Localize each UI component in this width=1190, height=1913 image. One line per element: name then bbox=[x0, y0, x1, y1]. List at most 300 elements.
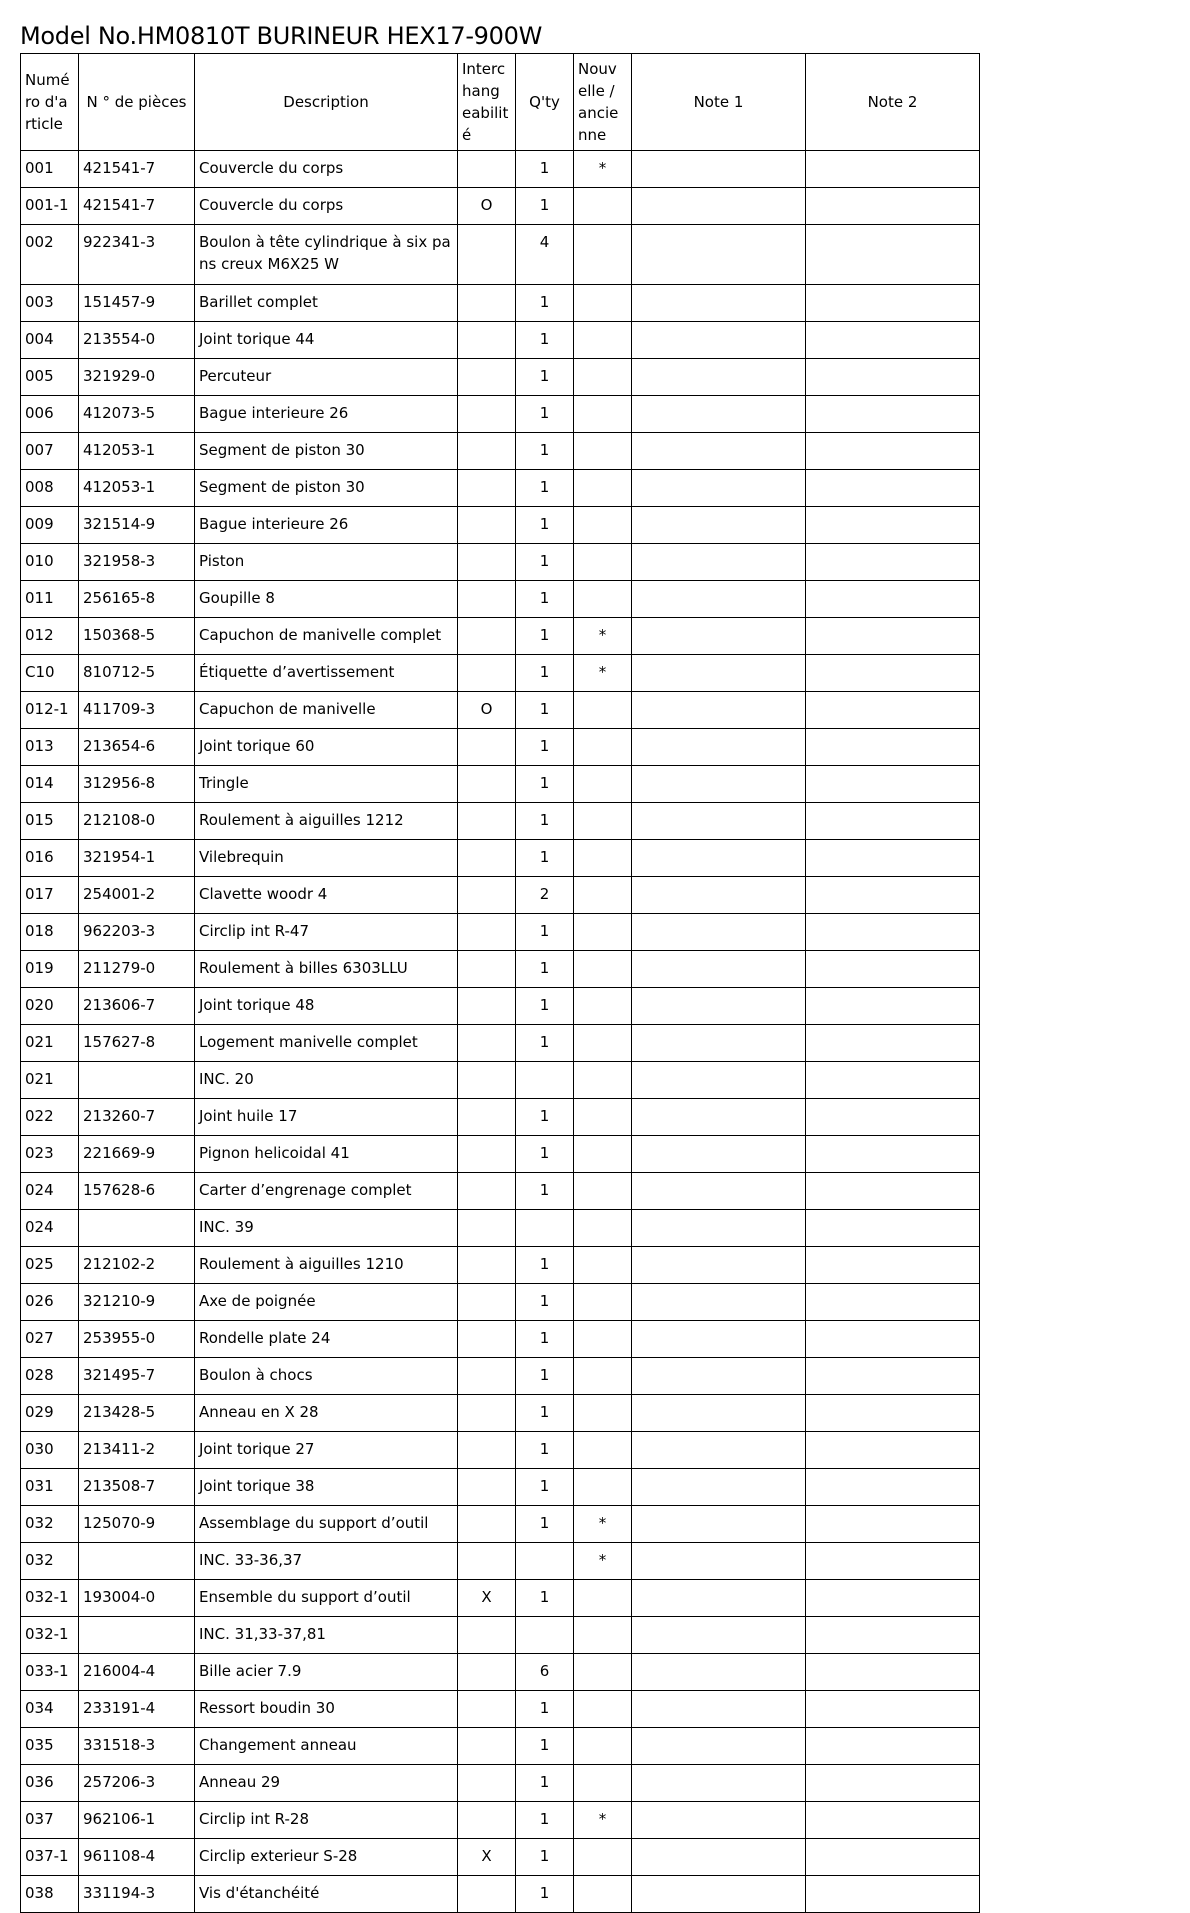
part-number-cell: 810712-5 bbox=[79, 655, 195, 692]
description-cell: Segment de piston 30 bbox=[195, 433, 458, 470]
note-1-cell bbox=[632, 655, 806, 692]
new-old-cell bbox=[574, 877, 632, 914]
new-old-cell bbox=[574, 1321, 632, 1358]
table-row bbox=[21, 1765, 980, 1802]
note-2-cell bbox=[806, 285, 980, 322]
note-1-cell bbox=[632, 729, 806, 766]
interchangeability-cell bbox=[458, 1654, 516, 1691]
quantity-cell: 1 bbox=[516, 151, 574, 188]
description-cell: Goupille 8 bbox=[195, 581, 458, 618]
note-2-cell bbox=[806, 1173, 980, 1210]
note-1-cell bbox=[632, 1136, 806, 1173]
new-old-cell bbox=[574, 1358, 632, 1395]
part-number-cell: 412053-1 bbox=[79, 470, 195, 507]
interchangeability-cell bbox=[458, 322, 516, 359]
quantity-cell: 1 bbox=[516, 1173, 574, 1210]
table-row bbox=[21, 359, 980, 396]
note-2-cell bbox=[806, 1395, 980, 1432]
note-1-cell bbox=[632, 359, 806, 396]
description-cell: Bague interieure 26 bbox=[195, 507, 458, 544]
new-old-cell bbox=[574, 396, 632, 433]
table-row bbox=[21, 581, 980, 618]
item-number-cell: 009 bbox=[21, 507, 79, 544]
item-number-cell: 001-1 bbox=[21, 188, 79, 225]
note-2-cell bbox=[806, 951, 980, 988]
item-number-cell: 003 bbox=[21, 285, 79, 322]
note-2-cell bbox=[806, 507, 980, 544]
note-2-cell bbox=[806, 1617, 980, 1654]
interchangeability-cell bbox=[458, 655, 516, 692]
description-cell: Piston bbox=[195, 544, 458, 581]
note-1-cell bbox=[632, 1210, 806, 1247]
new-old-cell bbox=[574, 1765, 632, 1802]
item-number-cell: 032-1 bbox=[21, 1580, 79, 1617]
note-2-cell bbox=[806, 1321, 980, 1358]
item-number-cell: 018 bbox=[21, 914, 79, 951]
note-2-cell bbox=[806, 766, 980, 803]
part-number-cell: 216004-4 bbox=[79, 1654, 195, 1691]
part-number-cell: 157627-8 bbox=[79, 1025, 195, 1062]
note-1-cell bbox=[632, 1284, 806, 1321]
item-number-cell: 006 bbox=[21, 396, 79, 433]
quantity-cell: 1 bbox=[516, 914, 574, 951]
new-old-cell bbox=[574, 729, 632, 766]
description-cell: Boulon à chocs bbox=[195, 1358, 458, 1395]
new-old-cell bbox=[574, 1876, 632, 1913]
interchangeability-cell bbox=[458, 359, 516, 396]
table-row bbox=[21, 151, 980, 188]
quantity-cell: 1 bbox=[516, 1432, 574, 1469]
note-1-cell bbox=[632, 1876, 806, 1913]
part-number-cell: 213606-7 bbox=[79, 988, 195, 1025]
table-row bbox=[21, 1543, 980, 1580]
note-1-cell bbox=[632, 1321, 806, 1358]
part-number-cell: 213411-2 bbox=[79, 1432, 195, 1469]
part-number-cell: 421541-7 bbox=[79, 151, 195, 188]
quantity-cell: 1 bbox=[516, 618, 574, 655]
note-1-cell bbox=[632, 1506, 806, 1543]
note-1-cell bbox=[632, 1654, 806, 1691]
interchangeability-cell bbox=[458, 1395, 516, 1432]
part-number-cell: 193004-0 bbox=[79, 1580, 195, 1617]
interchangeability-cell bbox=[458, 840, 516, 877]
item-number-cell: 002 bbox=[21, 225, 79, 285]
table-row bbox=[21, 840, 980, 877]
table-row bbox=[21, 544, 980, 581]
description-cell: Vilebrequin bbox=[195, 840, 458, 877]
item-number-cell: 028 bbox=[21, 1358, 79, 1395]
note-2-cell bbox=[806, 470, 980, 507]
quantity-cell: 1 bbox=[516, 988, 574, 1025]
item-number-cell: 034 bbox=[21, 1691, 79, 1728]
quantity-cell: 1 bbox=[516, 1395, 574, 1432]
note-2-cell bbox=[806, 1025, 980, 1062]
interchangeability-cell: O bbox=[458, 188, 516, 225]
description-cell: Segment de piston 30 bbox=[195, 470, 458, 507]
new-old-cell bbox=[574, 1691, 632, 1728]
part-number-cell: 256165-8 bbox=[79, 581, 195, 618]
quantity-cell: 2 bbox=[516, 877, 574, 914]
note-1-cell bbox=[632, 1432, 806, 1469]
new-old-cell: * bbox=[574, 1543, 632, 1580]
description-cell: Ressort boudin 30 bbox=[195, 1691, 458, 1728]
interchangeability-cell bbox=[458, 225, 516, 285]
new-old-cell bbox=[574, 1025, 632, 1062]
part-number-cell: 221669-9 bbox=[79, 1136, 195, 1173]
table-row bbox=[21, 692, 980, 729]
header-interchangeability: Interc hang eabilit é bbox=[458, 54, 516, 151]
interchangeability-cell bbox=[458, 729, 516, 766]
description-cell: Circlip int R-47 bbox=[195, 914, 458, 951]
quantity-cell: 1 bbox=[516, 581, 574, 618]
new-old-cell bbox=[574, 433, 632, 470]
item-number-cell: 026 bbox=[21, 1284, 79, 1321]
item-number-cell: 024 bbox=[21, 1173, 79, 1210]
part-number-cell: 151457-9 bbox=[79, 285, 195, 322]
interchangeability-cell bbox=[458, 1543, 516, 1580]
item-number-cell: 014 bbox=[21, 766, 79, 803]
note-1-cell bbox=[632, 914, 806, 951]
table-row bbox=[21, 1247, 980, 1284]
quantity-cell: 1 bbox=[516, 655, 574, 692]
quantity-cell: 1 bbox=[516, 803, 574, 840]
item-number-cell: 021 bbox=[21, 1062, 79, 1099]
note-2-cell bbox=[806, 225, 980, 285]
item-number-cell: C10 bbox=[21, 655, 79, 692]
note-2-cell bbox=[806, 988, 980, 1025]
part-number-cell: 961108-4 bbox=[79, 1839, 195, 1876]
table-row bbox=[21, 1654, 980, 1691]
description-cell: Joint torique 38 bbox=[195, 1469, 458, 1506]
description-cell: Bague interieure 26 bbox=[195, 396, 458, 433]
table-row bbox=[21, 729, 980, 766]
item-number-cell: 019 bbox=[21, 951, 79, 988]
part-number-cell: 321210-9 bbox=[79, 1284, 195, 1321]
new-old-cell bbox=[574, 1839, 632, 1876]
table-row bbox=[21, 1580, 980, 1617]
note-2-cell bbox=[806, 1691, 980, 1728]
note-2-cell bbox=[806, 1728, 980, 1765]
interchangeability-cell bbox=[458, 1358, 516, 1395]
item-number-cell: 038 bbox=[21, 1876, 79, 1913]
quantity-cell: 1 bbox=[516, 1728, 574, 1765]
table-row bbox=[21, 1284, 980, 1321]
table-row bbox=[21, 1358, 980, 1395]
table-row bbox=[21, 1728, 980, 1765]
interchangeability-cell bbox=[458, 1432, 516, 1469]
description-cell: Changement anneau bbox=[195, 1728, 458, 1765]
new-old-cell bbox=[574, 951, 632, 988]
description-cell: Joint huile 17 bbox=[195, 1099, 458, 1136]
table-row bbox=[21, 1062, 980, 1099]
part-number-cell bbox=[79, 1543, 195, 1580]
interchangeability-cell: O bbox=[458, 692, 516, 729]
part-number-cell bbox=[79, 1210, 195, 1247]
description-cell: INC. 33-36,37 bbox=[195, 1543, 458, 1580]
item-number-cell: 010 bbox=[21, 544, 79, 581]
quantity-cell: 1 bbox=[516, 359, 574, 396]
quantity-cell: 1 bbox=[516, 1876, 574, 1913]
note-2-cell bbox=[806, 581, 980, 618]
note-2-cell bbox=[806, 1247, 980, 1284]
part-number-cell: 213554-0 bbox=[79, 322, 195, 359]
new-old-cell: * bbox=[574, 1802, 632, 1839]
table-row bbox=[21, 1321, 980, 1358]
quantity-cell: 4 bbox=[516, 225, 574, 285]
note-2-cell bbox=[806, 1358, 980, 1395]
interchangeability-cell bbox=[458, 1469, 516, 1506]
item-number-cell: 008 bbox=[21, 470, 79, 507]
quantity-cell: 1 bbox=[516, 322, 574, 359]
part-number-cell: 233191-4 bbox=[79, 1691, 195, 1728]
note-2-cell bbox=[806, 729, 980, 766]
table-row bbox=[21, 1469, 980, 1506]
interchangeability-cell bbox=[458, 951, 516, 988]
part-number-cell: 412073-5 bbox=[79, 396, 195, 433]
note-1-cell bbox=[632, 1469, 806, 1506]
header-description: Description bbox=[195, 54, 458, 151]
description-cell: Boulon à tête cylindrique à six pans creux M6X25 W bbox=[195, 225, 458, 285]
note-2-cell bbox=[806, 359, 980, 396]
quantity-cell: 1 bbox=[516, 1025, 574, 1062]
item-number-cell: 005 bbox=[21, 359, 79, 396]
new-old-cell bbox=[574, 1173, 632, 1210]
header-quantity: Q'ty bbox=[516, 54, 574, 151]
description-cell: INC. 31,33-37,81 bbox=[195, 1617, 458, 1654]
note-2-cell bbox=[806, 692, 980, 729]
interchangeability-cell bbox=[458, 433, 516, 470]
note-1-cell bbox=[632, 1580, 806, 1617]
quantity-cell: 1 bbox=[516, 396, 574, 433]
table-row bbox=[21, 507, 980, 544]
interchangeability-cell bbox=[458, 581, 516, 618]
new-old-cell bbox=[574, 188, 632, 225]
description-cell: Roulement à aiguilles 1210 bbox=[195, 1247, 458, 1284]
note-1-cell bbox=[632, 1543, 806, 1580]
note-2-cell bbox=[806, 1469, 980, 1506]
quantity-cell bbox=[516, 1062, 574, 1099]
quantity-cell bbox=[516, 1210, 574, 1247]
interchangeability-cell bbox=[458, 1247, 516, 1284]
interchangeability-cell bbox=[458, 988, 516, 1025]
table-row bbox=[21, 322, 980, 359]
part-number-cell: 213508-7 bbox=[79, 1469, 195, 1506]
note-2-cell bbox=[806, 1839, 980, 1876]
note-1-cell bbox=[632, 692, 806, 729]
table-row bbox=[21, 188, 980, 225]
interchangeability-cell bbox=[458, 396, 516, 433]
part-number-cell: 212102-2 bbox=[79, 1247, 195, 1284]
header-row bbox=[21, 54, 980, 151]
item-number-cell: 031 bbox=[21, 1469, 79, 1506]
note-1-cell bbox=[632, 951, 806, 988]
note-2-cell bbox=[806, 1543, 980, 1580]
note-1-cell bbox=[632, 1247, 806, 1284]
table-row bbox=[21, 470, 980, 507]
table-row bbox=[21, 396, 980, 433]
item-number-cell: 017 bbox=[21, 877, 79, 914]
table-row bbox=[21, 1876, 980, 1913]
table-row bbox=[21, 1432, 980, 1469]
new-old-cell bbox=[574, 840, 632, 877]
quantity-cell: 1 bbox=[516, 285, 574, 322]
quantity-cell: 1 bbox=[516, 1358, 574, 1395]
new-old-cell bbox=[574, 1432, 632, 1469]
new-old-cell bbox=[574, 544, 632, 581]
new-old-cell bbox=[574, 1728, 632, 1765]
part-number-cell: 253955-0 bbox=[79, 1321, 195, 1358]
note-2-cell bbox=[806, 433, 980, 470]
description-cell: Étiquette d’avertissement bbox=[195, 655, 458, 692]
part-number-cell: 211279-0 bbox=[79, 951, 195, 988]
quantity-cell: 1 bbox=[516, 1691, 574, 1728]
note-1-cell bbox=[632, 1765, 806, 1802]
new-old-cell: * bbox=[574, 151, 632, 188]
part-number-cell: 321495-7 bbox=[79, 1358, 195, 1395]
note-1-cell bbox=[632, 1691, 806, 1728]
note-2-cell bbox=[806, 655, 980, 692]
description-cell: Bille acier 7.9 bbox=[195, 1654, 458, 1691]
new-old-cell bbox=[574, 1099, 632, 1136]
table-row bbox=[21, 655, 980, 692]
part-number-cell: 321514-9 bbox=[79, 507, 195, 544]
description-cell: Couvercle du corps bbox=[195, 188, 458, 225]
note-1-cell bbox=[632, 1358, 806, 1395]
table-row bbox=[21, 225, 980, 285]
parts-table bbox=[20, 53, 980, 1913]
page-title: Model No.HM0810T BURINEUR HEX17-900W bbox=[20, 22, 543, 50]
parts-table-body bbox=[21, 151, 980, 1913]
new-old-cell bbox=[574, 1469, 632, 1506]
item-number-cell: 032 bbox=[21, 1543, 79, 1580]
interchangeability-cell bbox=[458, 1876, 516, 1913]
item-number-cell: 024 bbox=[21, 1210, 79, 1247]
interchangeability-cell bbox=[458, 1691, 516, 1728]
item-number-cell: 033-1 bbox=[21, 1654, 79, 1691]
interchangeability-cell bbox=[458, 470, 516, 507]
new-old-cell bbox=[574, 1247, 632, 1284]
quantity-cell: 1 bbox=[516, 840, 574, 877]
note-2-cell bbox=[806, 840, 980, 877]
table-row bbox=[21, 803, 980, 840]
part-number-cell: 962203-3 bbox=[79, 914, 195, 951]
note-1-cell bbox=[632, 988, 806, 1025]
new-old-cell bbox=[574, 766, 632, 803]
item-number-cell: 032-1 bbox=[21, 1617, 79, 1654]
interchangeability-cell bbox=[458, 1617, 516, 1654]
item-number-cell: 013 bbox=[21, 729, 79, 766]
note-2-cell bbox=[806, 1210, 980, 1247]
note-1-cell bbox=[632, 188, 806, 225]
interchangeability-cell bbox=[458, 1802, 516, 1839]
note-2-cell bbox=[806, 1802, 980, 1839]
description-cell: Ensemble du support d’outil bbox=[195, 1580, 458, 1617]
quantity-cell: 1 bbox=[516, 951, 574, 988]
description-cell: Circlip exterieur S-28 bbox=[195, 1839, 458, 1876]
note-2-cell bbox=[806, 188, 980, 225]
item-number-cell: 032 bbox=[21, 1506, 79, 1543]
note-1-cell bbox=[632, 766, 806, 803]
header-new-old: Nouv elle / ancie nne bbox=[574, 54, 632, 151]
part-number-cell: 321954-1 bbox=[79, 840, 195, 877]
item-number-cell: 011 bbox=[21, 581, 79, 618]
note-2-cell bbox=[806, 914, 980, 951]
item-number-cell: 037-1 bbox=[21, 1839, 79, 1876]
part-number-cell: 962106-1 bbox=[79, 1802, 195, 1839]
item-number-cell: 025 bbox=[21, 1247, 79, 1284]
description-cell: Vis d'étanchéité bbox=[195, 1876, 458, 1913]
description-cell: Percuteur bbox=[195, 359, 458, 396]
quantity-cell: 1 bbox=[516, 1247, 574, 1284]
part-number-cell: 412053-1 bbox=[79, 433, 195, 470]
new-old-cell bbox=[574, 1210, 632, 1247]
quantity-cell: 1 bbox=[516, 544, 574, 581]
item-number-cell: 007 bbox=[21, 433, 79, 470]
part-number-cell: 257206-3 bbox=[79, 1765, 195, 1802]
note-1-cell bbox=[632, 151, 806, 188]
new-old-cell bbox=[574, 1580, 632, 1617]
new-old-cell bbox=[574, 1136, 632, 1173]
new-old-cell bbox=[574, 285, 632, 322]
item-number-cell: 023 bbox=[21, 1136, 79, 1173]
part-number-cell: 312956-8 bbox=[79, 766, 195, 803]
quantity-cell: 1 bbox=[516, 1802, 574, 1839]
item-number-cell: 020 bbox=[21, 988, 79, 1025]
quantity-cell: 1 bbox=[516, 188, 574, 225]
description-cell: Anneau 29 bbox=[195, 1765, 458, 1802]
interchangeability-cell bbox=[458, 1173, 516, 1210]
interchangeability-cell bbox=[458, 1765, 516, 1802]
new-old-cell bbox=[574, 359, 632, 396]
part-number-cell: 213260-7 bbox=[79, 1099, 195, 1136]
table-row bbox=[21, 914, 980, 951]
part-number-cell: 411709-3 bbox=[79, 692, 195, 729]
part-number-cell bbox=[79, 1617, 195, 1654]
note-1-cell bbox=[632, 1839, 806, 1876]
new-old-cell: * bbox=[574, 655, 632, 692]
interchangeability-cell bbox=[458, 1025, 516, 1062]
item-number-cell: 022 bbox=[21, 1099, 79, 1136]
quantity-cell: 1 bbox=[516, 433, 574, 470]
interchangeability-cell bbox=[458, 1210, 516, 1247]
table-row bbox=[21, 988, 980, 1025]
note-1-cell bbox=[632, 1025, 806, 1062]
note-1-cell bbox=[632, 618, 806, 655]
interchangeability-cell bbox=[458, 618, 516, 655]
quantity-cell: 1 bbox=[516, 1765, 574, 1802]
interchangeability-cell bbox=[458, 544, 516, 581]
note-2-cell bbox=[806, 803, 980, 840]
table-row bbox=[21, 1136, 980, 1173]
interchangeability-cell bbox=[458, 285, 516, 322]
description-cell: Couvercle du corps bbox=[195, 151, 458, 188]
quantity-cell: 1 bbox=[516, 507, 574, 544]
note-2-cell bbox=[806, 1284, 980, 1321]
description-cell: Clavette woodr 4 bbox=[195, 877, 458, 914]
description-cell: Circlip int R-28 bbox=[195, 1802, 458, 1839]
table-row bbox=[21, 1506, 980, 1543]
note-1-cell bbox=[632, 1099, 806, 1136]
interchangeability-cell bbox=[458, 1506, 516, 1543]
note-2-cell bbox=[806, 1580, 980, 1617]
description-cell: INC. 20 bbox=[195, 1062, 458, 1099]
part-number-cell: 331194-3 bbox=[79, 1876, 195, 1913]
part-number-cell: 213428-5 bbox=[79, 1395, 195, 1432]
note-1-cell bbox=[632, 225, 806, 285]
quantity-cell: 1 bbox=[516, 1099, 574, 1136]
item-number-cell: 016 bbox=[21, 840, 79, 877]
description-cell: Logement manivelle complet bbox=[195, 1025, 458, 1062]
